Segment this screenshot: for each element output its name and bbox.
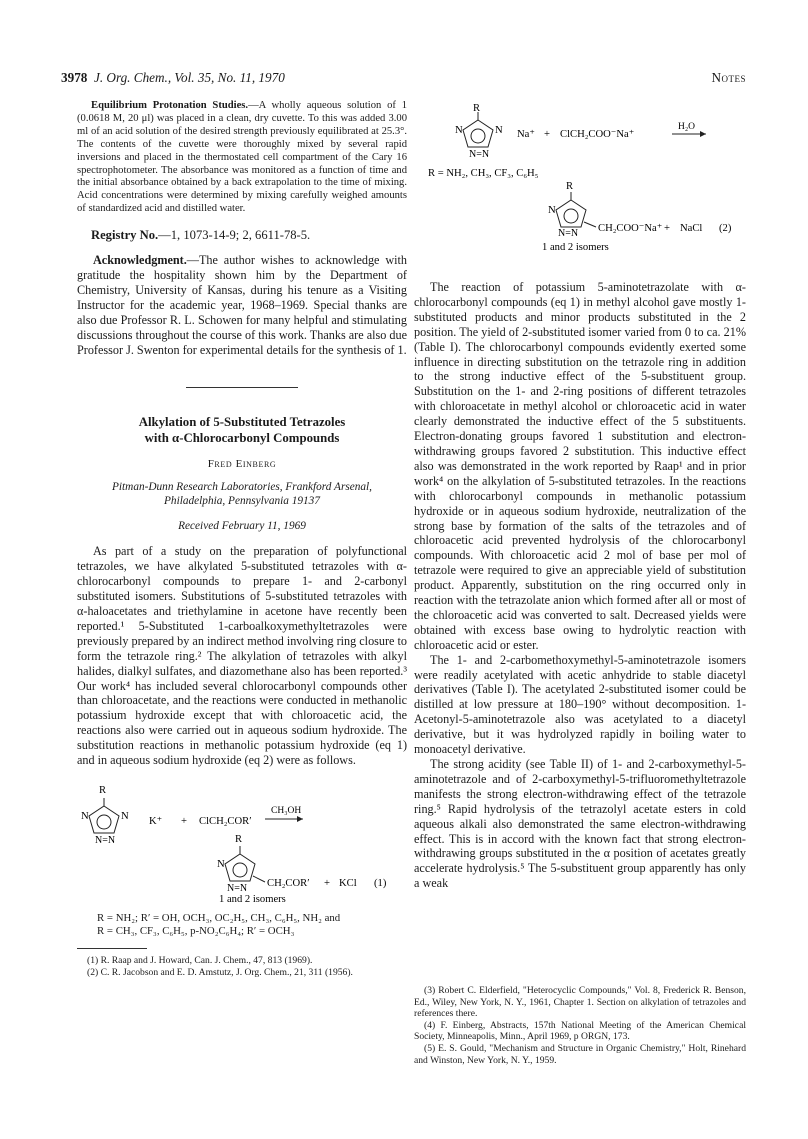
eq1-product-r-label: R xyxy=(235,834,243,845)
footnote-5: (5) E. S. Gould, "Mechanism and Structure in Organic Chemistry," Holt, Rinehard and Winston, New York, N. Y., 1959. xyxy=(414,1042,746,1066)
eq2-isomers: 1 and 2 isomers xyxy=(542,242,609,253)
eq1-plus: + xyxy=(181,816,187,827)
registry-paragraph xyxy=(77,228,407,243)
eq2-number: (2) xyxy=(719,223,732,234)
eq2-nn-label: N=N xyxy=(469,149,490,160)
eq1-r-label: R xyxy=(99,785,107,796)
eq1-definition-line-1: R = NH₂; R′ = OH, OCH₃, OC₂H₅, CH₃, C₆H₅, NH₂ and xyxy=(97,912,341,924)
affiliation xyxy=(77,480,407,508)
discussion-paragraph-3: The strong acidity (see Table II) of 1- and 2-carboxymethyl-5-aminotetrazole and of 2-carboxymethyl-5-trifluoromethyltetrazole manifests the strong electron-withdrawing effect of the tetrazole ring.⁵ Rapid hydrolysis of the tetrazolyl acetate esters in cold aqueous alkali also demonstrated the same electron-withdrawing effect. This is in accord with the known fact that strong electron-withdrawing groups substituted in the α position of acetates greatly accelerate hydrolysis.⁵ The 5-substituent group apparently has only a weak xyxy=(414,757,746,891)
eq1-definition-line-2: R = CH₃, CF₃, C₆H₅, p-NO₂C₆H₄; R′ = OCH₃ xyxy=(97,925,295,937)
eq1-product-substituent: CH₂COR′ xyxy=(267,878,310,889)
eq2-product-substituent: CH₂COO⁻Na⁺ xyxy=(598,223,663,234)
eq1-n-label-1: N xyxy=(81,811,89,822)
journal-citation: J. Org. Chem., Vol. 35, No. 11, 1970 xyxy=(93,70,285,85)
section-divider xyxy=(186,387,298,388)
tetrazolate-ring-2-icon xyxy=(463,112,493,147)
article-title-line-2: with α-Chlorocarbonyl Compounds xyxy=(144,431,340,446)
equation-1-figure xyxy=(77,776,407,904)
eq1-solvent: CH₃OH xyxy=(271,806,302,816)
footnote-1: (1) R. Raap and J. Howard, Can. J. Chem., 47, 813 (1969). xyxy=(87,955,313,966)
eq2-r-definition: R = NH₂, CH₃, CF₃, C₆H₅ xyxy=(428,168,539,179)
page-number: 3978 xyxy=(61,70,88,85)
eq1-isomers: 1 and 2 isomers xyxy=(219,894,286,904)
product-ring-2-icon xyxy=(556,192,596,227)
acknowledgment-heading: Acknowledgment. xyxy=(93,253,187,268)
acknowledgment-paragraph xyxy=(77,253,407,357)
affiliation-line-1: Pitman-Dunn Research Laboratories, Frankford Arsenal, xyxy=(111,481,373,494)
discussion-paragraph-1: The reaction of potassium 5-aminotetrazolate with α-chlorocarbonyl compounds (eq 1) in methyl alcohol gave mostly 1-substituted products and minor products substituted in the 2 position. The yield of 2-substituted isomer varied from 0 to ca. 21% (Table I). The chlorocarbonyl compounds evidently exerted some influence in directing substitution on the tetrazole ring in addition to the strong inductive effect of the 5-substituent group. Substitution on the 1- and 2-ring positions of different tetrazoles with chloroacetate in methyl alcohol or chloroacetic acid in water clearly demonstrated the inductive effect of the 5 substituents. Electron-donating groups favored 1 substitution and electron-withdrawing groups favored 2 substitution. This inductive effect also was demonstrated in the work reported by Raap¹ and in prior work⁴ on the alkylation of 5-substituted tetrazoles. In the reactions with chlorocarbonyl compounds in methanolic potassium hydroxide or in aqueous sodium hydroxide, neutralization of the strong base by formation of the salts of the tetrazoles and of chloroacetic acid prevented hydrolysis of the chlorocarbonyl compounds. With chloroacetic acid 2 mol of base per mol of tetrazole were required to give an appreciable yield of substitution product. Apparently, substitution on the ring occurred only in reaction with the tetrazolate anion which formed after all or most of the chloroacetic acid was converted to salt. Decreased yields were obtained with excess base owing to hydrolytic reaction with chloroacetic acid or ester. xyxy=(414,280,746,652)
equation-2-figure xyxy=(414,102,746,254)
intro-paragraph: As part of a study on the preparation of polyfunctional tetrazoles, we have alkylated 5-substituted tetrazoles with α-chlorocarbonyl compounds to prepare 1- and 2-carbonyl substituted isomers. Substitutions of 5-substituted tetrazoles with α-haloacetates and triethylamine in acetone have recently been reported.¹ 5-Substituted 1-carboalkoxymethyltetrazoles were previously prepared by an indirect method involving ring closure to form the tetrazole ring.² The alkylation of tetrazoles with alkyl halides, dialkyl sulfates, and diazomethane also has been reported.³ Our work⁴ has included several chlorocarbonyl compounds other than chloroacetate, and the reactions were conducted in methanolic potassium hydroxide except that with chloroacetic acid, the reactions also were carried out in aqueous sodium hydroxide. The substitution reactions in methanolic potassium hydroxide (eq 1) and in aqueous sodium hydroxide (eq 2) were as follows. xyxy=(77,544,407,768)
eq2-product-plus: + xyxy=(664,223,670,234)
eq2-product-r-label: R xyxy=(566,181,574,192)
equation-1-scheme xyxy=(77,776,407,904)
eq1-n-label-2: N xyxy=(121,811,129,822)
footnote-rule-left xyxy=(77,948,147,949)
acknowledgment-text: —The author wishes to acknowledge with gratitude the hospitality shown him by the Department of Chemistry, University of Kansas, during his tenure as a Visiting Instructor for the academic year, 1968–1969. Special thanks are also due Professor R. L. Schowen for many helpful and stimulating discussions throughout the course of this work. Thanks are also due Professor J. Swenton for experimental details for the synthesis of 1. xyxy=(77,253,407,357)
right-column xyxy=(414,102,746,891)
eq1-definitions xyxy=(97,912,407,938)
eq2-product-nn-label: N=N xyxy=(558,228,579,239)
eq2-arrowhead-icon xyxy=(700,131,706,137)
equilibrium-heading: Equilibrium Protonation Studies. xyxy=(91,100,249,111)
eq1-number: (1) xyxy=(374,878,387,889)
equilibrium-text: —A wholly aqueous solution of 1 (0.0618 M, 20 μl) was placed in a clean, dry cuvette. To this was added 3.00 ml of an acid solution of the desired strength previously equilibrated at 25.3°. The contents of the cuvette were thoroughly mixed by several rapid inversions and placed in the thermostated cell compartment of the Cary 16 spectrophotometer. The absorbance was monitored as a function of time and the initial absorbance obtained by a back extrapolation to the time of mixing. Acid concentrations were determined by mixing carefully weighed amounts of standardized acid and distilled water. xyxy=(77,100,407,215)
equation-2-scheme xyxy=(414,102,746,254)
discussion-paragraph-2: The 1- and 2-carbomethoxymethyl-5-aminotetrazole isomers were readily acetylated with acetic anhydride to stable diacetyl derivatives (Table I). The acetylated 2-substituted isomer could be distilled at low pressure at 180–190° without decomposition. 1-Acetonyl-5-aminotetrazole also was acetylated to a diacetyl derivative, but it was hydrolyzed rapidly in boiling water to monoacetyl derivative. xyxy=(414,652,746,757)
running-header xyxy=(61,70,746,90)
eq2-n-label-2: N xyxy=(495,125,503,136)
eq1-product-nn-label: N=N xyxy=(227,883,248,894)
tetrazolate-ring-icon xyxy=(89,798,119,833)
eq2-counter-ion: Na⁺ xyxy=(517,129,535,140)
eq1-product-plus: + xyxy=(324,878,330,889)
product-ring-icon xyxy=(225,846,265,882)
equilibrium-paragraph xyxy=(77,100,407,216)
left-column xyxy=(77,100,407,978)
footnote-4: (4) F. Einberg, Abstracts, 157th National Meeting of the American Chemical Society, Minneapolis, Minn., April 1969, p ORGN, 173. xyxy=(414,1019,746,1043)
eq1-reagent: ClCH₂COR′ xyxy=(199,816,252,827)
eq1-nn-label: N=N xyxy=(95,835,116,846)
eq1-counter-ion: K⁺ xyxy=(149,816,163,827)
eq2-plus: + xyxy=(544,129,550,140)
eq1-arrowhead-icon xyxy=(297,816,303,822)
footnotes-left xyxy=(77,955,407,978)
header-left xyxy=(61,70,285,86)
affiliation-line-2: Philadelphia, Pennsylvania 19137 xyxy=(164,495,320,508)
footnote-3: (3) Robert C. Elderfield, "Heterocyclic Compounds," Vol. 8, Frederick R. Benson, Ed., Wiley, New York, N. Y., 1961, Chapter 1. Section on alkylation of tetrazoles and references there. xyxy=(414,985,746,1020)
eq1-product-n-label: N xyxy=(217,859,225,870)
eq2-n-label-1: N xyxy=(455,125,463,136)
eq2-r-label: R xyxy=(473,103,481,114)
footnote-2: (2) C. R. Jacobson and E. D. Amstutz, J. Org. Chem., 21, 311 (1956). xyxy=(87,966,353,978)
eq2-solvent: H₂O xyxy=(678,122,696,132)
eq2-reagent: ClCH₂COO⁻Na⁺ xyxy=(560,129,635,140)
eq2-byproduct: NaCl xyxy=(680,223,703,234)
footnotes-right xyxy=(414,985,746,1066)
footnotes-right-block xyxy=(414,985,746,1066)
received-date: Received February 11, 1969 xyxy=(178,520,306,533)
registry-text: —1, 1073-14-9; 2, 6611-78-5. xyxy=(158,228,311,243)
article-title-line-1: Alkylation of 5-Substituted Tetrazoles xyxy=(138,415,346,430)
eq1-byproduct: KCl xyxy=(339,878,357,889)
registry-heading: Registry No. xyxy=(91,228,159,243)
author-name: Fred Einberg xyxy=(207,458,277,471)
eq2-product-n-label: N xyxy=(548,205,556,216)
section-label: Notes xyxy=(711,70,746,85)
